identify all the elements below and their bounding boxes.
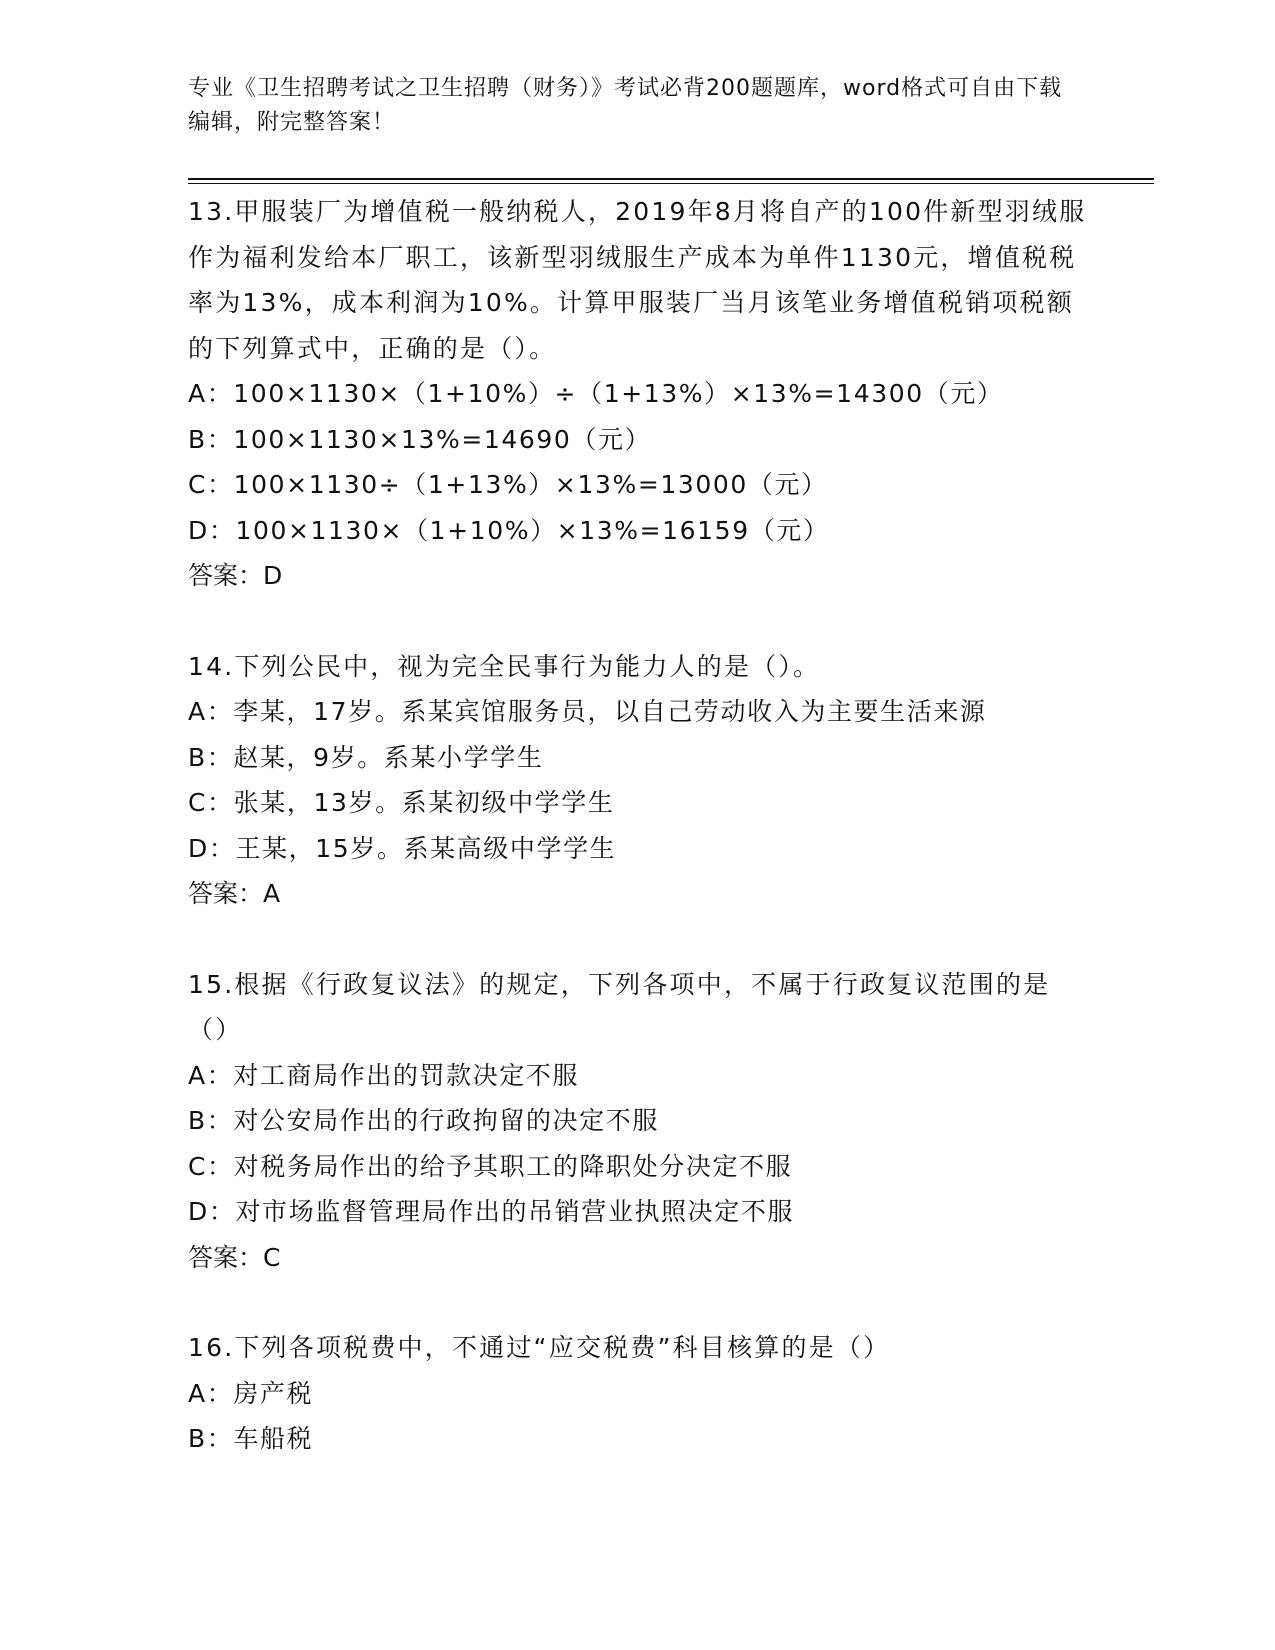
option-a: A：100×1130×（1+10%）÷（1+13%）×13%=14300（元）: [188, 379, 1004, 408]
header-divider-thin: [188, 183, 1154, 184]
question-15: [188, 962, 1088, 1281]
option-d: D：100×1130×（1+10%）×13%=16159（元）: [188, 515, 830, 545]
option-a: A：李某，17岁。系某宾馆服务员，以自己劳动收入为主要生活来源: [188, 697, 987, 726]
answer: 答案：C: [188, 1242, 281, 1272]
option-c: C：张某，13岁。系某初级中学学生: [188, 788, 615, 817]
question-stem: 16.下列各项税费中，不通过“应交税费”科目核算的是（）: [188, 1333, 891, 1362]
option-c: C：100×1130÷（1+13%）×13%=13000（元）: [188, 470, 828, 499]
option-b: B：赵某，9岁。系某小学学生: [188, 742, 544, 772]
option-a: A：对工商局作出的罚款决定不服: [188, 1060, 580, 1090]
document-header: 专业《卫生招聘考试之卫生招聘（财务）》考试必背200题题库，word格式可自由下载编辑，附完整答案！: [188, 76, 1063, 135]
question-stem: 14.下列公民中，视为完全民事行为能力人的是（）。: [188, 651, 821, 681]
question-stem: 13.甲服装厂为增值税一般纳税人，2019年8月将自产的100件新型羽绒服作为福利发给本厂职工，该新型羽绒服生产成本为单件1130元，增值税税率为13%，成本利润为10%。计算甲服装厂当月该笔业务增值税销项税额的下列算式中，正确的是（）。: [188, 197, 1087, 363]
question-stem: 15.根据《行政复议法》的规定，下列各项中，不属于行政复议范围的是（）: [188, 969, 1051, 1044]
option-b: B：对公安局作出的行政拘留的决定不服: [188, 1106, 659, 1135]
question-16: [188, 1325, 1088, 1462]
question-14: [188, 644, 1088, 917]
option-d: D：王某，15岁。系某高级中学学生: [188, 833, 617, 863]
header-divider-thick: [188, 178, 1154, 180]
question-list: [188, 189, 1088, 1507]
option-c: C：对税务局作出的给予其职工的降职处分决定不服: [188, 1151, 793, 1181]
answer: 答案：D: [188, 561, 283, 590]
answer: 答案：A: [188, 879, 281, 908]
option-b: B：100×1130×13%=14690（元）: [188, 424, 652, 454]
question-13: [188, 189, 1088, 599]
option-a: A：房产税: [188, 1378, 314, 1408]
option-b: B：车船税: [188, 1424, 314, 1453]
option-d: D：对市场监督管理局作出的吊销营业执照决定不服: [188, 1197, 795, 1226]
